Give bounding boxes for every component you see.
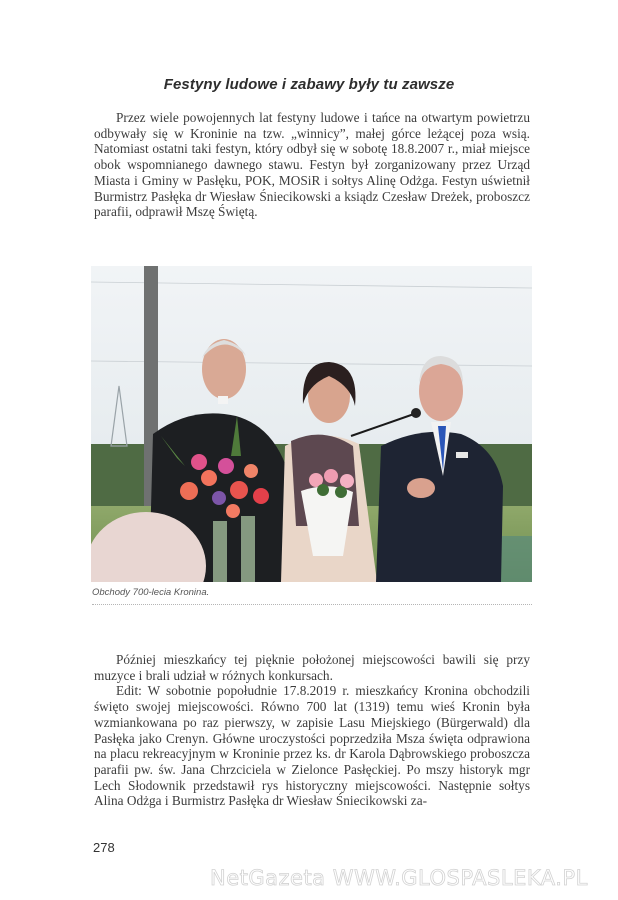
watermark: NetGazeta WWW.GLOSPASLEKA.PL (210, 866, 588, 890)
body-paragraph-block (94, 652, 530, 809)
paragraph-3: Edit: W sobotnie popołudnie 17.8.2019 r. mieszkańcy Kronina obchodzili święto swojej miejscowości. Równo 700 lat (1319) temu wieś Kronin była wzmiankowana po raz pierwszy, w zapisie Lasu Miejskiego (Bürgerwald) dla Pasłęka jako Crenyn. Główne uroczystości poprzedziła Msza święta odprawiona na placu rekreacyjnym w Kroninie przez ks. dr Karola Dąbrowskiego proboszcza parafii pw. św. Jana Chrzciciela w Zielonce Pasłęckiej. Po mszy historyk mgr Lech Słodownik przedstawił rys historyczny miejscowości. Następnie sołtys Alina Odżga i Burmistrz Pasłęka dr Wiesław Śniecikowski za- (94, 683, 530, 809)
event-photo (91, 266, 532, 582)
dotted-divider (92, 604, 532, 605)
intro-paragraph-block (94, 110, 530, 220)
paragraph-2: Później mieszkańcy tej pięknie położonej miejscowości bawili się przy muzyce i brali udział w różnych konkursach. (94, 652, 530, 683)
section-heading: Festyny ludowe i zabawy były tu zawsze (163, 76, 455, 93)
page-number: 278 (93, 840, 115, 855)
paragraph-1: Przez wiele powojennych lat festyny ludowe i tańce na otwartym powietrzu odbywały się w Kroninie na tzw. „winnicy”, małej górce leżącej poza wsią. Natomiast ostatni taki festyn, który odbył się w sobotę 18.8.2007 r., miał miejsce obok wspomnianego dawnego stawu. Festyn był zorganizowany przez Urząd Miasta i Gminy w Pasłęku, POK, MOSiR i sołtys Alinę Odżga. Festyn uświetnił Burmistrz Pasłęka dr Wiesław Śniecikowski a ksiądz Czesław Dreżek, proboszcz parafii, odprawił Mszę Świętą. (94, 110, 530, 220)
photo-caption: Obchody 700-lecia Kronina. (92, 587, 210, 598)
